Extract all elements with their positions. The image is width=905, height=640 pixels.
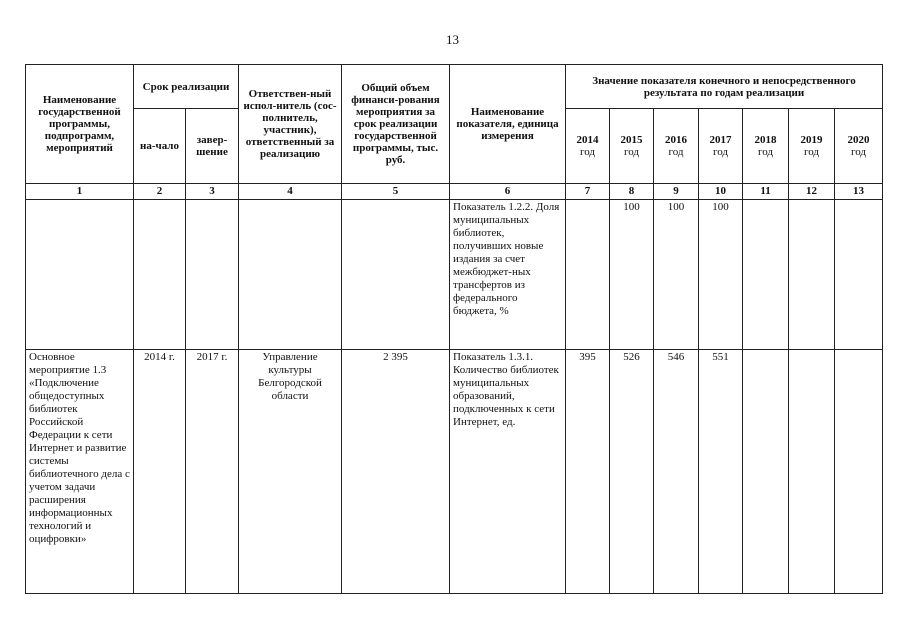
cell-name [26, 200, 134, 350]
column-number: 7 [566, 184, 610, 200]
header-year-2014: 2014 год [566, 109, 610, 184]
column-number: 5 [342, 184, 450, 200]
header-year-2018: 2018 год [743, 109, 789, 184]
cell-indicator: Показатель 1.2.2. Доля муниципальных библиотек, получивших новые издания за счет межбюджет-ных трансфертов из федерального бюджета, % [450, 200, 566, 350]
column-number: 12 [789, 184, 835, 200]
column-number: 11 [743, 184, 789, 200]
header-year-2019: 2019 год [789, 109, 835, 184]
cell-value-2017: 100 [699, 200, 743, 350]
cell-value-2018 [743, 350, 789, 594]
header-year-2020: 2020 год [835, 109, 883, 184]
cell-funding: 2 395 [342, 350, 450, 594]
cell-value-2018 [743, 200, 789, 350]
header-responsible: Ответствен-ный испол-нитель (сос-полнитель, участник), ответственный за реализацию [239, 65, 342, 184]
column-number: 8 [610, 184, 654, 200]
column-number: 1 [26, 184, 134, 200]
header-values-group: Значение показателя конечного и непосредственного результата по годам реализации [566, 65, 883, 109]
program-table [25, 64, 883, 594]
cell-value-2017: 551 [699, 350, 743, 594]
column-numbers-row [26, 184, 883, 200]
header-year-2015: 2015 год [610, 109, 654, 184]
header-funding: Общий объем финанси-рования мероприятия за срок реализации государственной программы, тыс. руб. [342, 65, 450, 184]
header-year-2017: 2017 год [699, 109, 743, 184]
header-indicator: Наименование показателя, единица измерения [450, 65, 566, 184]
table-row [26, 350, 883, 594]
column-number: 9 [654, 184, 699, 200]
header-term: Срок реализации [134, 65, 239, 109]
header-name: Наименование государственной программы, подпрограмм, мероприятий [26, 65, 134, 184]
cell-indicator: Показатель 1.3.1. Количество библиотек муниципальных образований, подключенных к сети Интернет, ед. [450, 350, 566, 594]
cell-value-2020 [835, 350, 883, 594]
cell-end: 2017 г. [186, 350, 239, 594]
cell-value-2019 [789, 200, 835, 350]
cell-responsible [239, 200, 342, 350]
column-number: 13 [835, 184, 883, 200]
column-number: 10 [699, 184, 743, 200]
header-term-end: завер-шение [186, 109, 239, 184]
cell-start [134, 200, 186, 350]
cell-value-2016: 546 [654, 350, 699, 594]
cell-value-2019 [789, 350, 835, 594]
page-number: 13 [446, 32, 459, 47]
column-number: 4 [239, 184, 342, 200]
cell-value-2015: 526 [610, 350, 654, 594]
column-number: 2 [134, 184, 186, 200]
table-row [26, 200, 883, 350]
cell-funding [342, 200, 450, 350]
header-year-2016: 2016 год [654, 109, 699, 184]
cell-value-2016: 100 [654, 200, 699, 350]
cell-name: Основное мероприятие 1.3 «Подключение общедоступных библиотек Российской Федерации к сети Интернет и развитие системы библиотечного дела с учетом задачи расширения информационных технологий и оцифровки» [26, 350, 134, 594]
column-number: 6 [450, 184, 566, 200]
cell-end [186, 200, 239, 350]
cell-responsible: Управление культуры Белгородской области [239, 350, 342, 594]
cell-value-2014 [566, 200, 610, 350]
cell-value-2014: 395 [566, 350, 610, 594]
cell-start: 2014 г. [134, 350, 186, 594]
cell-value-2015: 100 [610, 200, 654, 350]
header-term-start: на-чало [134, 109, 186, 184]
column-number: 3 [186, 184, 239, 200]
cell-value-2020 [835, 200, 883, 350]
